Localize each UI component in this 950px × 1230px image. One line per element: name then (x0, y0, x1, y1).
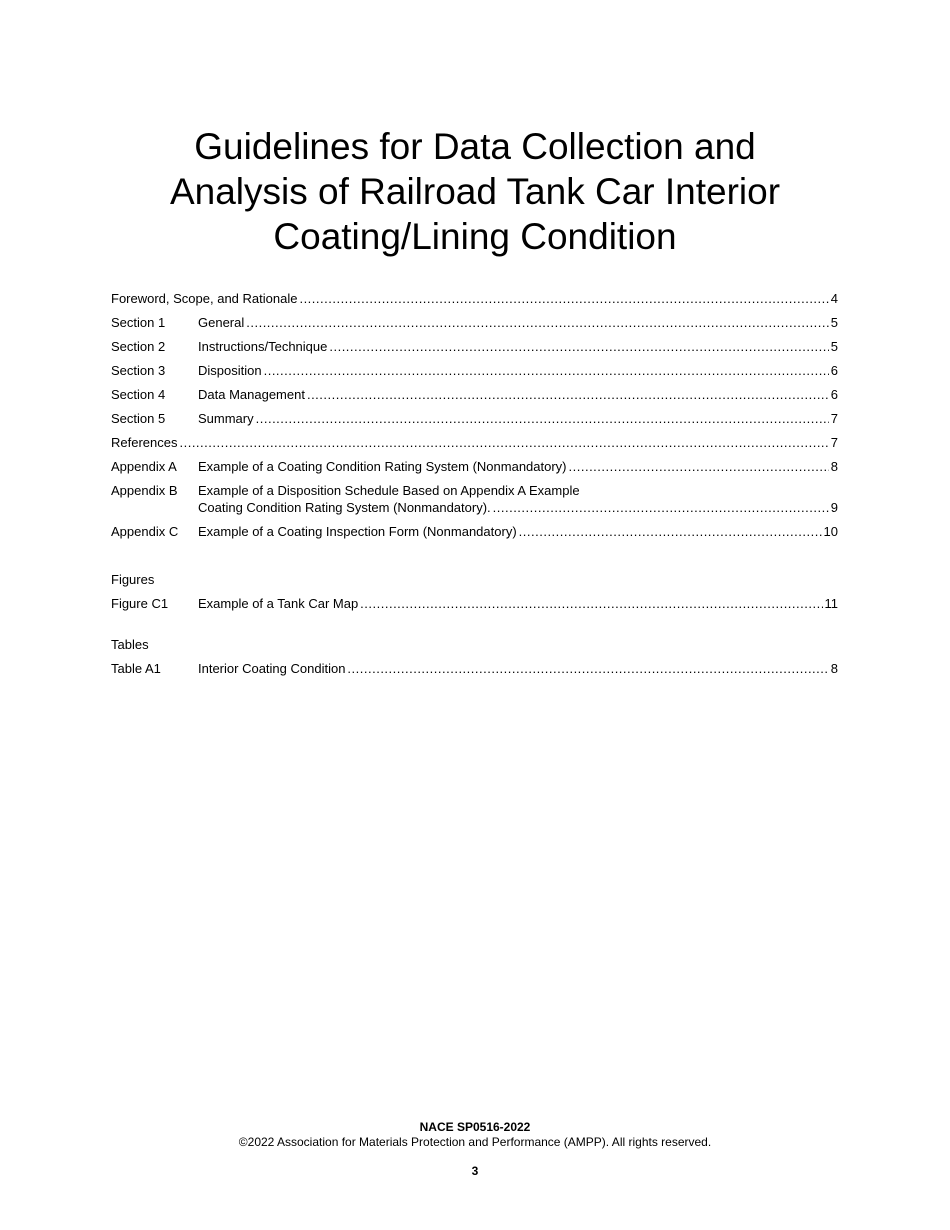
toc-entry-number: Section 2 (111, 339, 166, 354)
toc-leader-dots (246, 314, 829, 331)
title-line: Coating/Lining Condition (273, 216, 677, 257)
toc-entry-page: 9 (830, 500, 838, 515)
toc-entry-appendix-b[interactable] (111, 482, 838, 516)
toc-entry-appendix-a[interactable] (111, 458, 838, 475)
toc-entry-page: 11 (824, 596, 838, 611)
toc-entry-page: 7 (830, 435, 838, 450)
toc-leader-dots (179, 434, 828, 451)
toc-entry-page: 8 (830, 459, 838, 474)
toc-leader-dots (519, 523, 822, 540)
toc-entry-page: 5 (830, 315, 838, 330)
toc-entry-table-a1[interactable] (111, 660, 838, 677)
toc-leader-dots (569, 458, 829, 475)
toc-entry-section-2[interactable] (111, 338, 838, 355)
toc-entry-title: Summary (198, 411, 254, 426)
toc-entry-page: 10 (823, 524, 838, 539)
toc-entry-appendix-c[interactable] (111, 523, 838, 540)
toc-entry-number: Section 5 (111, 411, 166, 426)
toc-entry-title-line2: Coating Condition Rating System (Nonmandatory). (198, 500, 491, 515)
toc-entry-section-1[interactable] (111, 314, 838, 331)
toc-entry-number: Figure C1 (111, 596, 169, 611)
toc-entry-title-line1: Example of a Disposition Schedule Based on Appendix A Example (198, 483, 580, 498)
toc-entry-title: References (111, 435, 178, 450)
toc-entry-title: Foreword, Scope, and Rationale (111, 291, 298, 306)
toc-entry-page: 6 (830, 363, 838, 378)
page-number: 3 (471, 1164, 479, 1178)
title-line: Analysis of Railroad Tank Car Interior (169, 171, 781, 212)
toc-tables-heading: Tables (111, 637, 149, 652)
toc-entry-section-5[interactable] (111, 410, 838, 427)
toc-entry-figure-c1[interactable] (111, 595, 838, 612)
toc-entry-section-4[interactable] (111, 386, 838, 403)
toc-entry-page: 7 (830, 411, 838, 426)
page-footer (0, 1120, 950, 1179)
toc-entry-title: General (198, 315, 245, 330)
toc-leader-dots (299, 290, 828, 307)
toc-leader-dots (256, 410, 829, 427)
copyright-notice: ©2022 Association for Materials Protection and Performance (AMPP). All rights reserved. (238, 1135, 712, 1149)
toc-entry-number: Section 1 (111, 315, 166, 330)
toc-entry-number: Section 3 (111, 363, 166, 378)
toc-entry-number: Appendix C (111, 524, 179, 539)
toc-entry-page: 8 (830, 661, 838, 676)
toc-leader-dots (307, 386, 829, 403)
toc-entry-page: 5 (830, 339, 838, 354)
toc-entry-title: Instructions/Technique (198, 339, 328, 354)
toc-entry-number: Section 4 (111, 387, 166, 402)
title-line: Guidelines for Data Collection and (194, 126, 756, 167)
toc-leader-dots (264, 362, 829, 379)
toc-entry-title: Data Management (198, 387, 305, 402)
toc-leader-dots (493, 499, 829, 516)
toc-entry-title: Interior Coating Condition (198, 661, 346, 676)
toc-entry-number: Appendix B (111, 483, 178, 498)
toc-leader-dots (347, 660, 828, 677)
toc-figures-heading: Figures (111, 572, 155, 587)
toc-entry-foreword[interactable] (111, 290, 838, 307)
toc-entry-number: Table A1 (111, 661, 161, 676)
toc-entry-title: Example of a Coating Condition Rating System (Nonmandatory) (198, 459, 567, 474)
document-title (0, 124, 950, 259)
table-of-contents (111, 290, 838, 684)
toc-entry-number: Appendix A (111, 459, 177, 474)
toc-leader-dots (329, 338, 828, 355)
toc-entry-title: Disposition (198, 363, 262, 378)
toc-leader-dots (360, 595, 822, 612)
standard-designation: NACE SP0516-2022 (419, 1120, 531, 1134)
toc-entry-page: 6 (830, 387, 838, 402)
toc-entry-section-3[interactable] (111, 362, 838, 379)
toc-entry-title: Example of a Tank Car Map (198, 596, 359, 611)
toc-entry-references[interactable] (111, 434, 838, 451)
toc-entry-title: Example of a Coating Inspection Form (Nonmandatory) (198, 524, 517, 539)
toc-entry-page: 4 (830, 291, 838, 306)
